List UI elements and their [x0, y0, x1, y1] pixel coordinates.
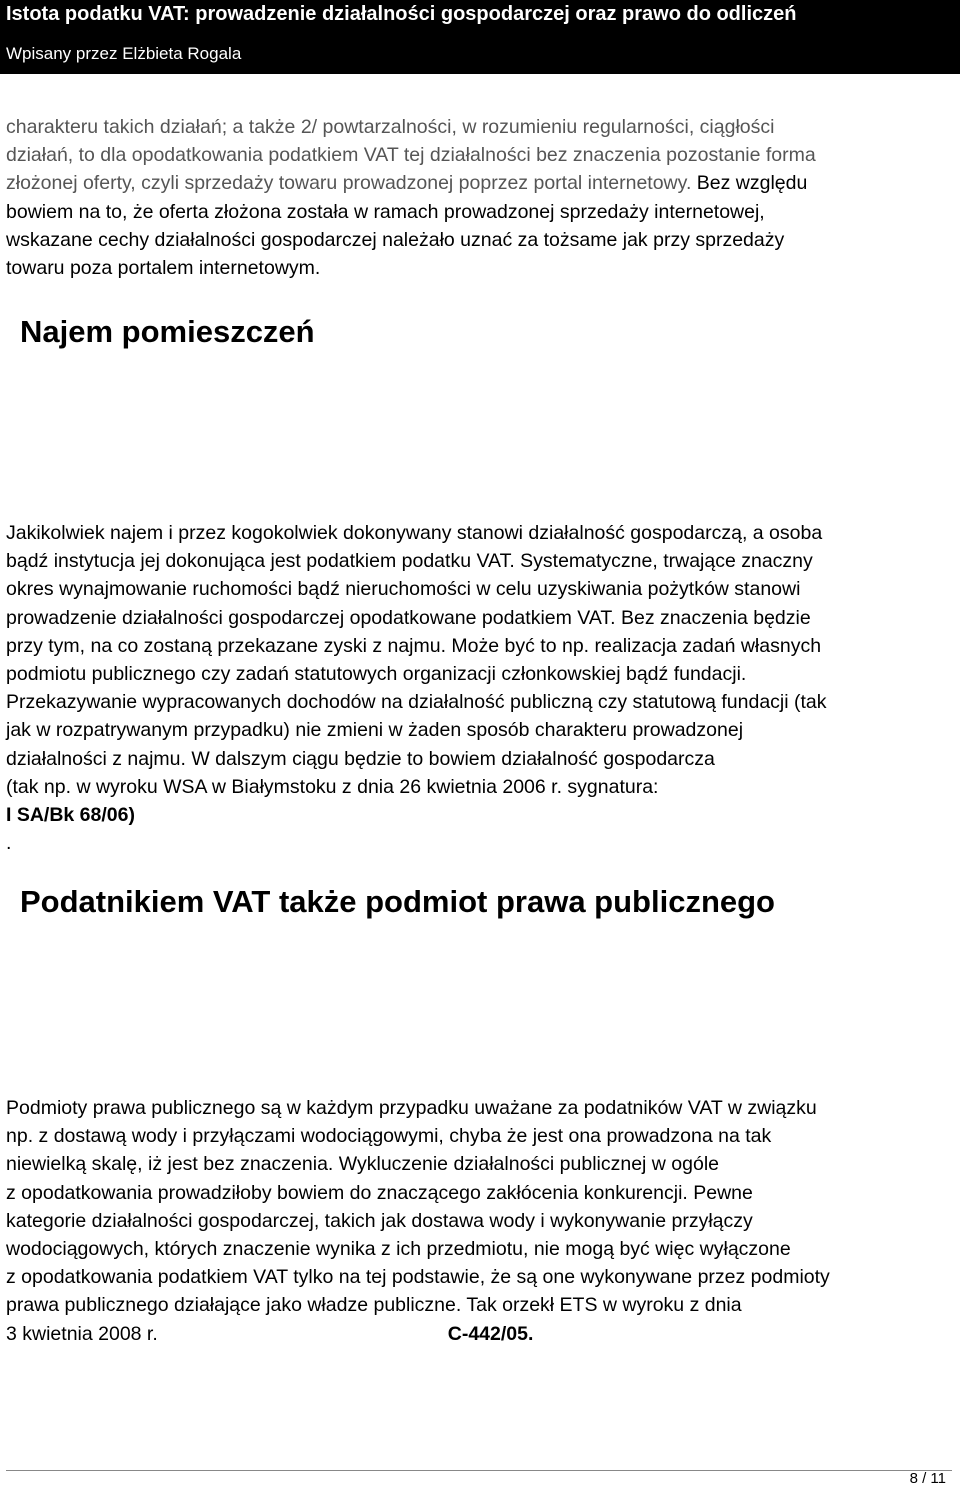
podatnik-paragraph — [6, 1094, 958, 1348]
text-line: Jakikolwiek najem i przez kogokolwiek dokonywany stanowi działalność gospodarczą, a osoba — [6, 522, 823, 544]
text-line: wskazane cechy działalności gospodarczej należało uznać za tożsame jak przy sprzedaży — [6, 228, 785, 251]
text-line: okres wynajmowanie ruchomości bądź nieruchomości w celu uzyskiwania pożytków stanowi — [6, 578, 801, 601]
section-heading-najem: Najem pomieszczeń — [20, 314, 315, 349]
footer-divider — [6, 1470, 952, 1471]
section-heading-podatnik: Podatnikiem VAT także podmiot prawa publicznego — [20, 884, 775, 919]
text-line: (tak np. w wyroku WSA w Białymstoku z dnia 26 kwietnia 2006 r. sygnatura: — [6, 775, 659, 798]
text-line: Podmioty prawa publicznego są w każdym przypadku uważane za podatników VAT w związku — [6, 1097, 817, 1119]
text-line: prawa publicznego działające jako władze publiczne. Tak orzekł ETS w wyroku z dnia — [6, 1294, 742, 1317]
text-line: niewielką skalę, iż jest bez znaczenia. Wykluczenie działalności publicznej w ogóle — [6, 1153, 720, 1176]
case-number: C‑442/05. — [447, 1322, 534, 1345]
text-line — [6, 169, 958, 197]
text-line: działalności z najmu. W dalszym ciągu będzie to bowiem działalność gospodarcza — [6, 747, 715, 770]
case-signature: I SA/Bk 68/06) — [6, 804, 135, 827]
text-line: prowadzenie działalności gospodarczej opodatkowane podatkiem VAT. Bez znaczenia będzie — [6, 606, 811, 629]
text-line: Przekazywanie wypracowanych dochodów na działalność publiczną czy statutową fundacji (tak — [6, 691, 827, 714]
intro-paragraph — [6, 113, 958, 282]
text-line: towaru poza portalem internetowym. — [6, 257, 321, 280]
date-text: 3 kwietnia 2008 r. — [6, 1322, 158, 1345]
text-line: z opodatkowania prowadziłoby bowiem do znaczącego zakłócenia konkurencji. Pewne — [6, 1181, 753, 1204]
text-line: charakteru takich działań; a także 2/ powtarzalności, w rozumieniu regularności, ciągłości — [6, 116, 775, 138]
document-author: Wpisany przez Elżbieta Rogala — [6, 44, 242, 63]
document-header — [0, 0, 960, 74]
text-line: działań, to dla opodatkowania podatkiem VAT tej działalności bez znaczenia pozostanie forma — [6, 144, 816, 167]
document-title: Istota podatku VAT: prowadzenie działalności gospodarczej oraz prawo do odliczeń — [6, 3, 797, 25]
najem-paragraph — [6, 519, 958, 857]
text-line: np. z dostawą wody i przyłączami wodociągowymi, chyba że jest ona prowadzona na tak — [6, 1125, 772, 1148]
text-line: z opodatkowania podatkiem VAT tylko na tej podstawie, że są one wykonywane przez podmioty — [6, 1266, 830, 1289]
page-number: 8 / 11 — [909, 1470, 946, 1487]
text-line: wodociągowych, których znaczenie wynika z ich przedmiotu, nie mogą być więc wyłączone — [6, 1238, 791, 1261]
text-line: bądź instytucja jej dokonująca jest podatkiem podatku VAT. Systematyczne, trwające znaczny — [6, 550, 813, 573]
text-line: . — [6, 832, 12, 855]
text-line: bowiem na to, że oferta złożona została w ramach prowadzonej sprzedaży internetowej, — [6, 200, 765, 223]
text-fragment: Bez względu — [691, 172, 808, 195]
text-line: podmiotu publicznego czy zadań statutowych organizacji członkowskiej bądź fundacji. — [6, 663, 747, 686]
text-line: kategorie działalności gospodarczej, takich jak dostawa wody i wykonywanie przyłączy — [6, 1209, 753, 1232]
text-line: jak w rozpatrywanym przypadku) nie zmieni w żaden sposób charakteru prowadzonej — [6, 719, 744, 742]
text-line: przy tym, na co zostaną przekazane zyski z najmu. Może być to np. realizacja zadań własnych — [6, 634, 822, 657]
text-fragment: złożonej oferty, czyli sprzedaży towaru prowadzonej poprzez portal internetowy. — [6, 172, 692, 195]
text-line — [6, 1320, 958, 1348]
